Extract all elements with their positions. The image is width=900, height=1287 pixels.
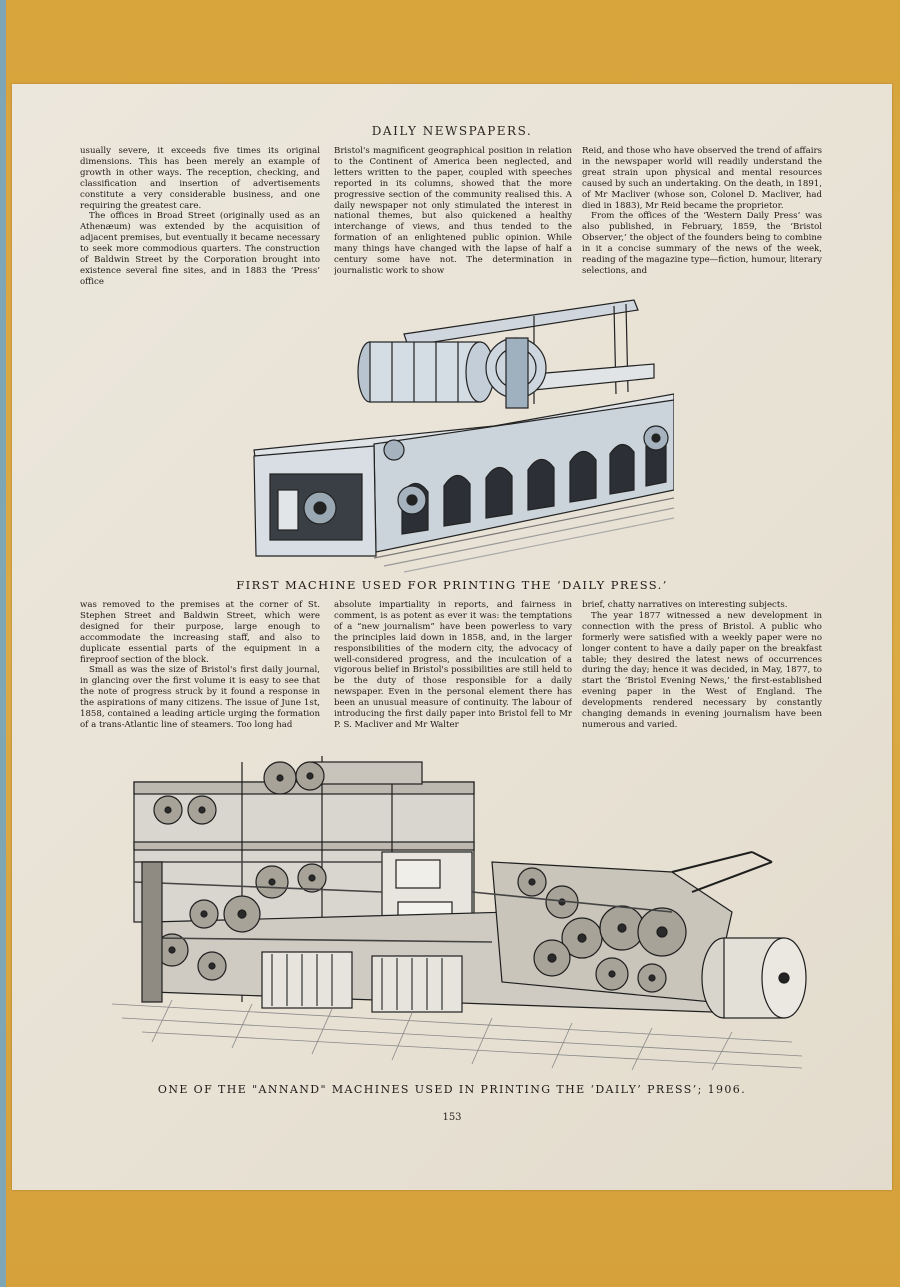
text-column-mid-1: [80, 600, 320, 756]
paragraph: The year 1877 witnessed a new development in connection with the press of Bristol. A public who formerly were satisfied with a weekly paper were no longer content to have a daily paper on the breakfast table; they desired the latest news of occurrences during the day; hence it was decided, in May, 1877, to start the ‘Bristol Evening News,’ the first-established evening paper in the West of England. The developments rendered necessary by constantly changing demands in evening journalism have been numerous and varied.: [582, 610, 822, 730]
first-printing-machine-illustration: [234, 294, 674, 580]
page-number: 153: [442, 1112, 462, 1123]
paragraph: was removed to the premises at the corner of St. Stephen Street and Baldwin Street, which were designed for their purpose, large enough to accommodate the increasing staff, and also to duplicate essential parts of the equipment in a fireproof section of the block.: [80, 600, 320, 665]
first-figure-caption: FIRST MACHINE USED FOR PRINTING THE ‘DAILY PRESS.’: [236, 578, 668, 592]
paragraph: Small as was the size of Bristol's first daily journal, in glancing over the first volume it is easy to see that the note of progress struck by it found a response in the aspirations of many citizens. The issue of June 1st, 1858, contained a leading article urging the formation of a trans-Atlantic line of steamers. Too long had: [80, 665, 320, 730]
text-column-top-1: [80, 146, 320, 288]
book-page: [12, 84, 892, 1190]
paragraph: The offices in Broad Street (originally used as an Athenæum) was extended by the acquisition of adjacent premises, but eventually it became necessary to seek more commodious quarters. The construction of Baldwin Street by the Corporation brought into existence several fine sites, and in 1883 the ‘Press’ office: [80, 211, 320, 287]
paragraph: absolute impartiality in reports, and fairness in comment, is as potent as ever it was: the temptations of a “new journalism” have been powerless to vary the principles laid down in 1858, and, in the larger responsibilities of the modern city, the advocacy of well-considered progress, and the inculcation of a vigorous belief in Bristol's possibilities are still held to be the duty of those responsible for a daily newspaper. Even in the personal element there has been an unusual measure of continuity. The labour of introducing the first daily paper into Bristol fell to Mr P. S. Macliver and Mr Walter: [334, 600, 572, 730]
annand-printing-machine-illustration: [112, 742, 812, 1072]
paragraph: usually severe, it exceeds five times its original dimensions. This has been merely an example of growth in other ways. The reception, checking, and classification and insertion of advertisements constitute a very considerable business, and one requiring the greatest care.: [80, 146, 320, 211]
paragraph: brief, chatty narratives on interesting subjects.: [582, 600, 788, 610]
text-column-top-3: [582, 146, 822, 288]
paragraph: From the offices of the ‘Western Daily Press’ was also published, in February, 1859, the ‘Bristol Observer,’ the object of the founders being to combine in it a concise summary of the news of the week, reading of the magazine type—fiction, humour, literary selections, and: [582, 211, 822, 276]
second-figure-caption: ONE OF THE "ANNAND" MACHINES USED IN PRINTING THE ‘DAILY’ PRESS’; 1906.: [157, 1083, 747, 1096]
paragraph: Bristol's magnificent geographical position in relation to the Continent of America been neglected, and letters written to the paper, coupled with speeches reported in its columns, showed that the more progressive section of the community realised this. A daily newspaper not only stimulated the interest in national themes, but also quickened a healthy interchange of views, and thus tended to the formation of an enlightened public opinion. While many things have changed with the lapse of half a century some have not. The determination in journalistic work to show: [334, 146, 572, 276]
text-column-mid-2: [334, 600, 572, 756]
text-column-mid-3: [582, 600, 822, 756]
scan-edge: [0, 0, 6, 1287]
text-column-top-2: [334, 146, 572, 288]
paragraph: Reid, and those who have observed the trend of affairs in the newspaper world will readily understand the great strain upon physical and mental resources caused by such an undertaking. On the death, in 1891, of Mr Macliver (whose son, Colonel D. Macliver, had died in 1883), Mr Reid became the proprietor.: [582, 146, 822, 211]
running-title: DAILY NEWSPAPERS.: [371, 124, 533, 138]
